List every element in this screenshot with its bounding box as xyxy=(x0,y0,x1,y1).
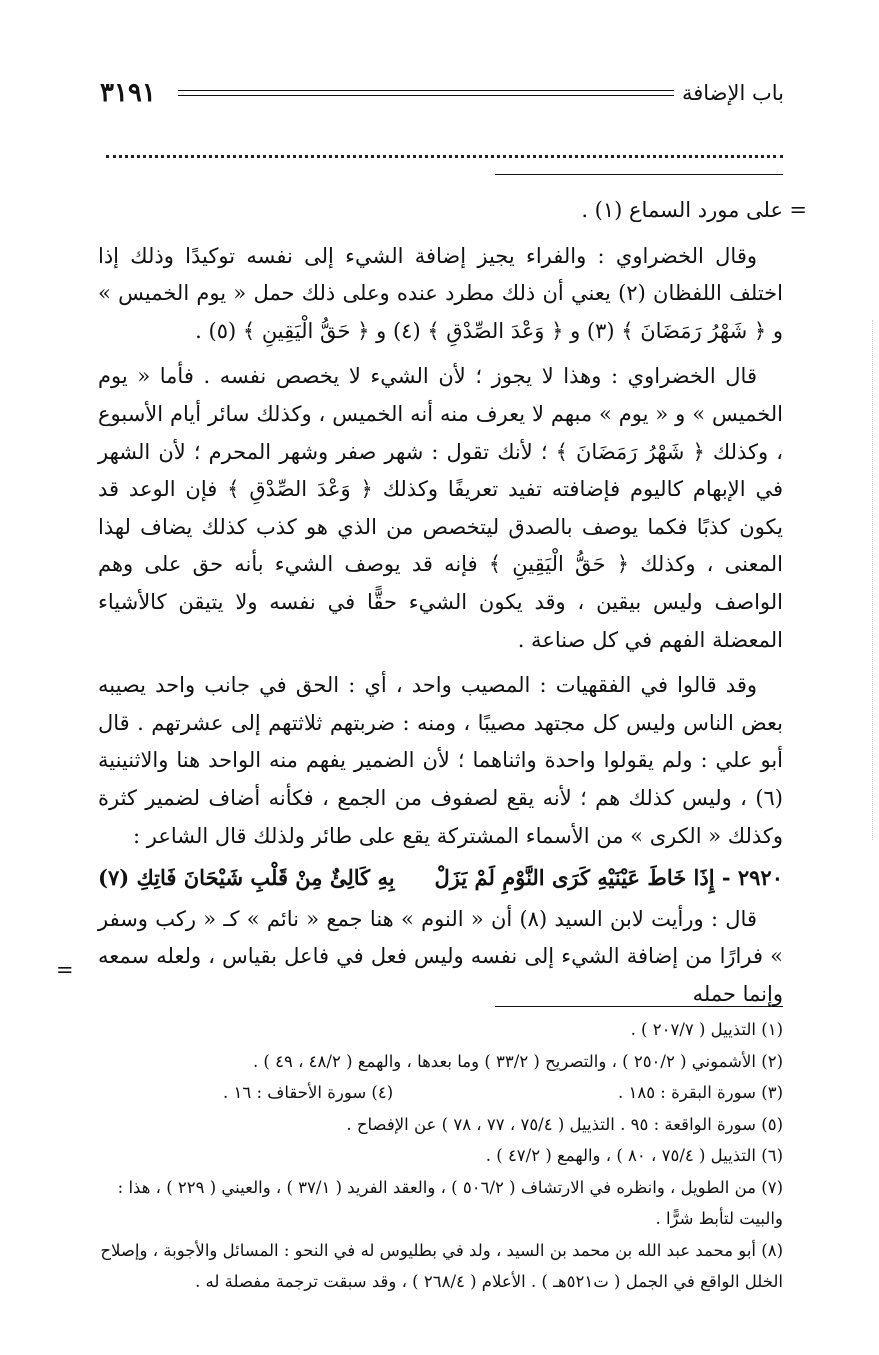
continued-line xyxy=(98,192,807,230)
verse-first-hemistich: ٢٩٢٠ - إِذَا خَاطَ عَيْنَيْهِ كَرَى النَّوْمِ لَمْ يَزَلْ xyxy=(434,865,783,891)
verse-second-hemistich: بِهِ كَالِئٌ مِنْ قَلْبِ شَيْحَانَ فَاتِكِ (٧) xyxy=(98,865,395,891)
running-header xyxy=(100,76,784,112)
footnote-separator xyxy=(495,1006,783,1007)
paragraph-3: وقد قالوا في الفقهيات : المصيب واحد ، أي : الحق في جانب واحد يصيبه بعض الناس وليس كل مجتهد مصيبًا ، ومنه : ضربتهم ثلاثتهم إلى عشرتهم . قال أبو علي : ولم يقولوا واحدة واثناهما ؛ لأن الضمير يفهم منه الواحد هنا والاثنينية (٦) ، وليس كذلك هم ؛ لأنه يقع لصفوف من الجمع ، فكأنه أضاف لضمير كثرة وكذلك « الكرى » من الأسماء المشتركة يقع على طائر ولذلك قال الشاعر : xyxy=(98,673,783,848)
poetry-verse xyxy=(98,859,783,897)
footnote-1: (١) التذييل ( ٢٠٧/٧ ) . xyxy=(630,1020,783,1039)
footnote-row-3-4 xyxy=(223,1077,783,1109)
footnote-7: (٧) من الطويل ، وانظره في الارتشاف ( ٥٠٦/٢ ) ، والعقد الفريد ( ٣٧/١ ) ، والعيني ( ٢٢٩ ) ، هذا : والبيت لتأبط شرًّا . xyxy=(117,1177,783,1228)
end-continuation-mark: = xyxy=(56,958,74,982)
header-double-rule xyxy=(178,90,674,96)
continuation-mark: = xyxy=(789,198,807,222)
paragraph-1: وقال الخضراوي : والفراء يجيز إضافة الشيء إلى نفسه توكيدًا وذلك إذا اختلف اللفظان (٢) يعني أن ذلك مطرد عنده وعلى ذلك حمل « يوم الخميس » و ﴿ شَهْرُ رَمَضَانَ ﴾ (٣) و ﴿ وَعْدَ الصِّدْقِ ﴾ (٤) و ﴿ حَقُّ الْيَقِينِ ﴾ (٥) . xyxy=(98,243,783,343)
footnote-2: (٢) الأشموني ( ٢٥٠/٢ ) ، والتصريح ( ٣٣/٢ ) وما بعدها ، والهمع ( ٤٨/٢ ، ٤٩ ) . xyxy=(252,1051,783,1071)
scan-edge-mark xyxy=(870,320,873,840)
footnote-6: (٦) التذييل ( ٧٥/٤ ، ٨٠ ) ، والهمع ( ٤٧/٢ ) . xyxy=(485,1146,783,1165)
paragraph-2: قال الخضراوي : وهذا لا يجوز ؛ لأن الشيء لا يخصص نفسه . فأما « يوم الخميس » و « يوم » مبهم لا يعرف منه أنه الخميس ، وكذلك سائر أيام الأسبوع ، وكذلك ﴿ شَهْرُ رَمَضَانَ ﴾ ؛ لأنك تقول : شهر صفر وشهر المحرم ؛ لأن الشهر في الإبهام كاليوم فإضافته تفيد تعريفًا وكذلك ﴿ وَعْدَ الصِّدْقِ ﴾ فإن الوعد قد يكون كذبًا فكما يوصف بالصدق ليتخصص من الذي هو كذب كذلك يضاف لهذا المعنى ، وكذلك ﴿ حَقُّ الْيَقِينِ ﴾ فإنه قد يوصف الشيء بأنه حق على وهم الواصف وليس بيقين ، وقد يكون الشيء حقًّا في نفسه ولا يتيقن كالأشياء المعضلة الفهم في كل صناعة . xyxy=(98,364,783,652)
footnote-5: (٥) سورة الواقعة : ٩٥ . التذييل ( ٧٥/٤ ، ٧٧ ، ٧٨ ) عن الإفصاح . xyxy=(346,1114,783,1134)
continued-text: على مورد السماع (١) . xyxy=(581,198,783,222)
paragraph-4: قال : ورأيت لابن السيد (٨) أن « النوم » هنا جمع « نائم » كـ « ركب وسفر » فرارًا من إضافة الشيء إلى نفسه وليس فعل في فاعل بقياس ، ولعله سمعه وإنما حمله xyxy=(98,906,783,1006)
short-separator xyxy=(495,174,783,175)
page-number: ٣١٩١ xyxy=(100,78,156,108)
footnote-4: (٤) سورة الأحقاف : ١٦ . xyxy=(223,1083,394,1102)
footnote-3: (٣) سورة البقرة : ١٨٥ . xyxy=(617,1083,783,1102)
chapter-title: باب الإضافة xyxy=(681,81,784,105)
dotted-separator xyxy=(106,155,783,158)
main-text xyxy=(98,192,807,1013)
footnotes xyxy=(100,1014,783,1298)
footnote-8: (٨) أبو محمد عبد الله بن محمد بن السيد ، ولد في بطليوس له في النحو : المسائل والأجوبة ، وإصلاح الخلل الواقع في الجمل ( ت٥٢١هـ ) . الأعلام ( ٢٦٨/٤ ) ، وقد سبقت ترجمة مفصلة له . xyxy=(100,1240,783,1291)
